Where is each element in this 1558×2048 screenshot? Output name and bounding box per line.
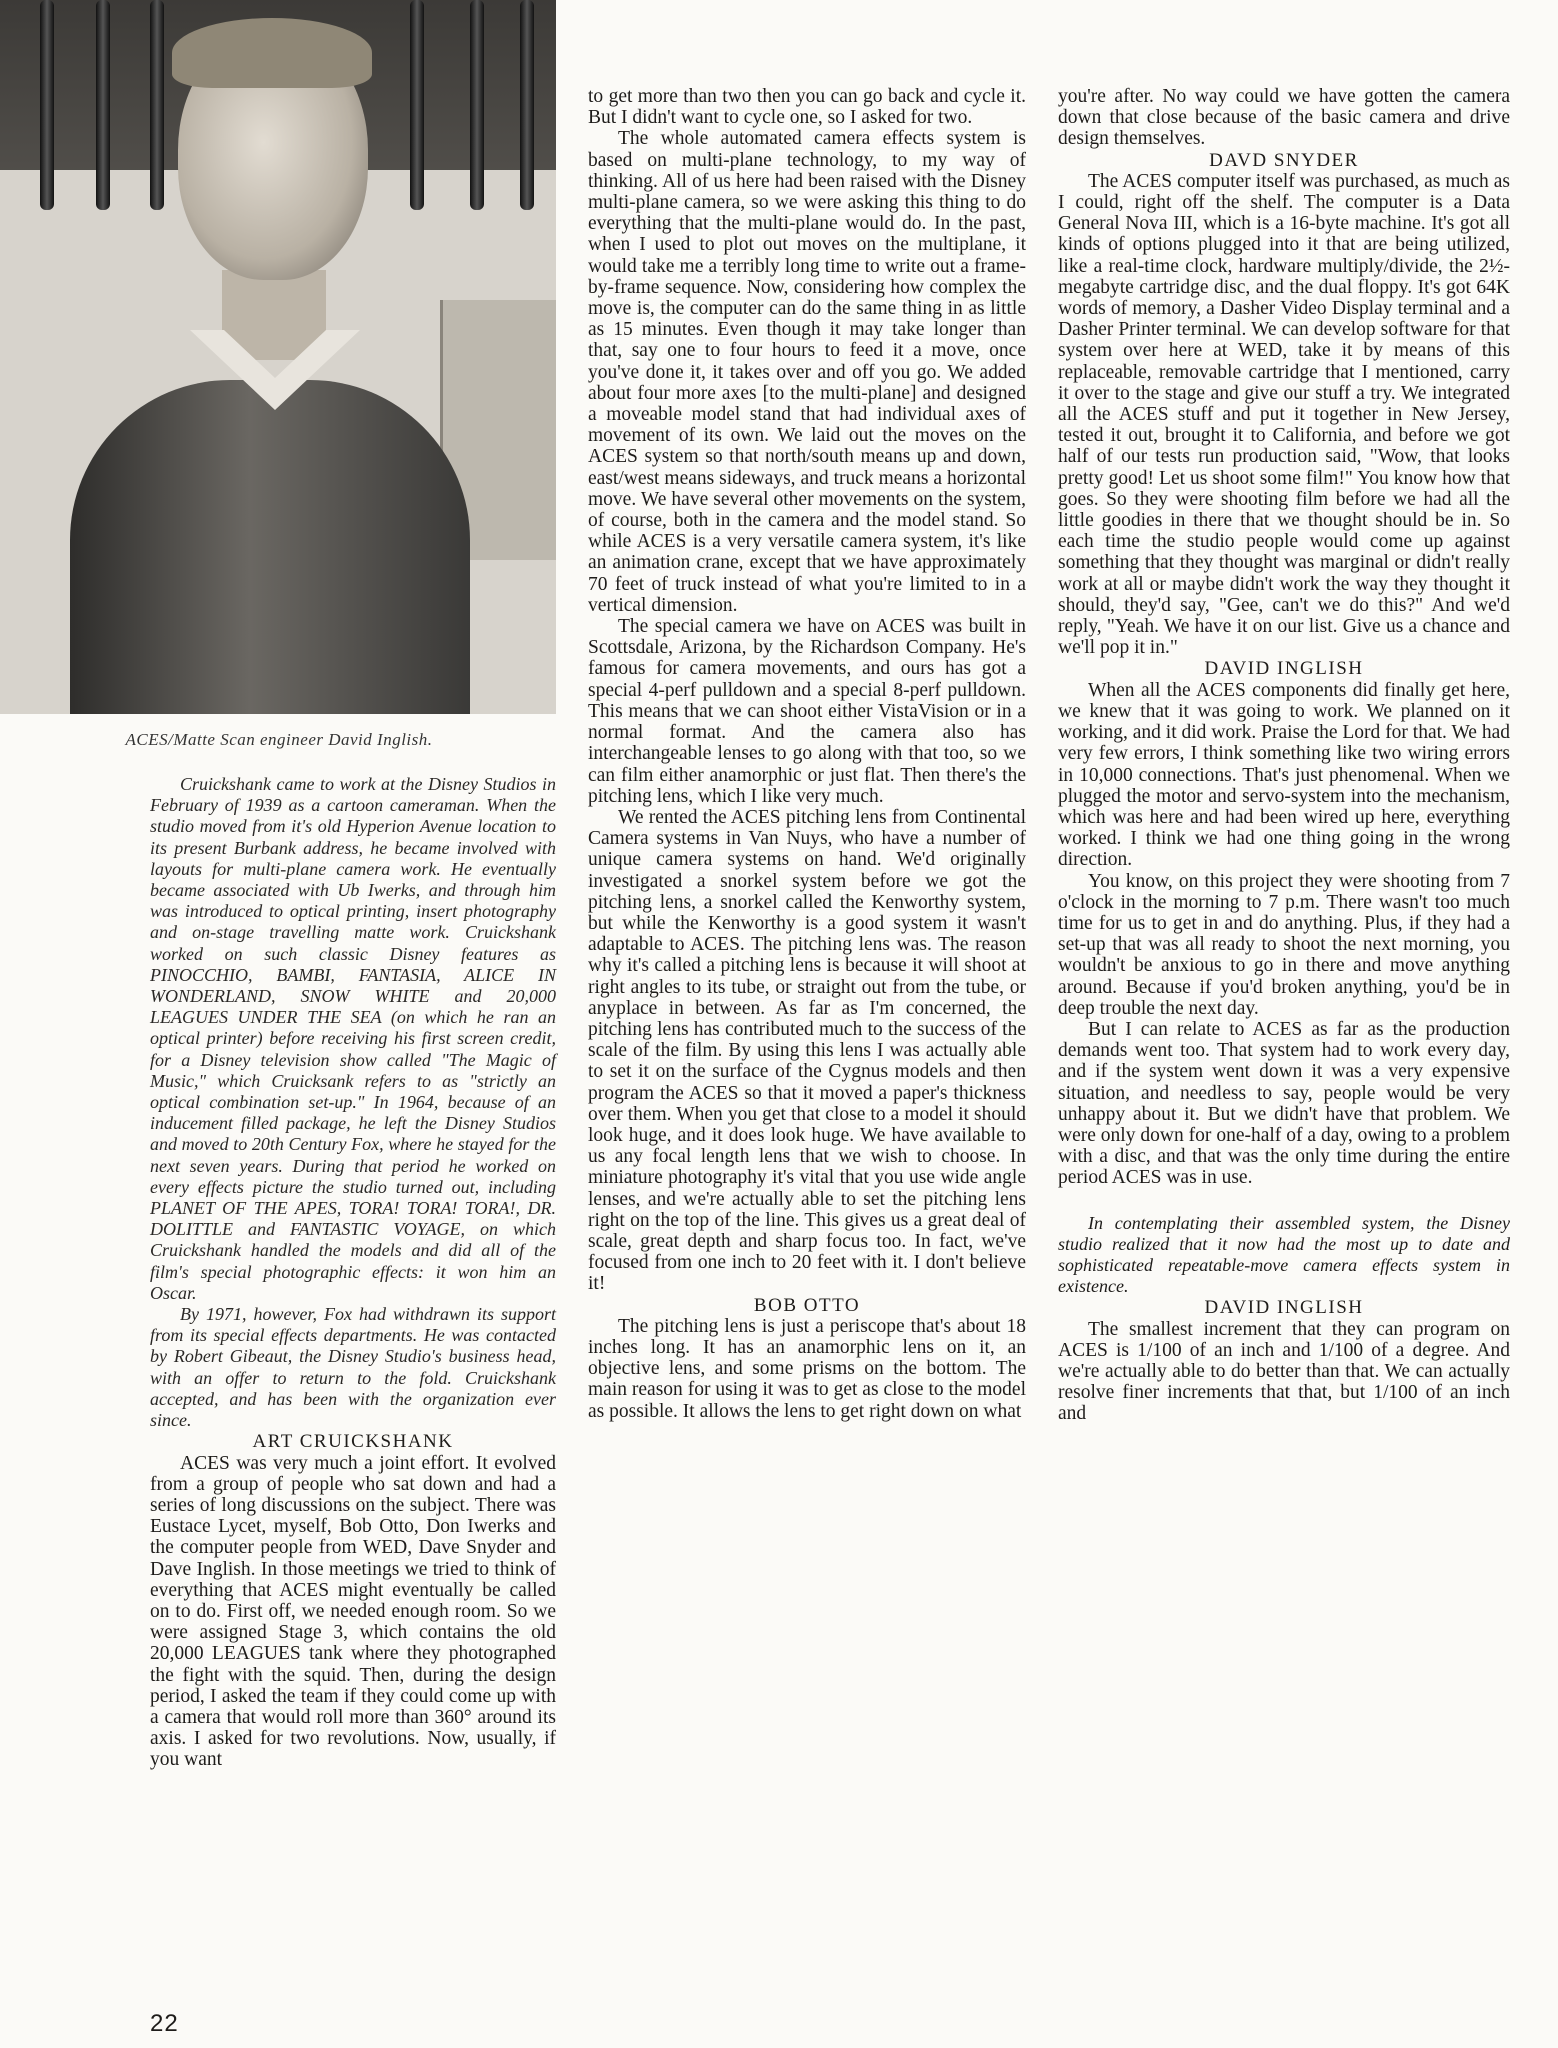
intro-paragraph: Cruickshank came to work at the Disney Studios in February of 1939 as a cartoon cameraman. When the studio moved from it's old Hyperion Avenue location to its present Burbank address, he became involved with layouts for multi-plane camera work. He eventually became associated with Ub Iwerks, and through him was introduced to optical printing, insert photography and on-stage travelling matte work. Cruickshank worked on such classic Disney features as PINOCCHIO, BAMBI, FANTASIA, ALICE IN WONDERLAND, SNOW WHITE and 20,000 LEAGUES UNDER THE SEA (on which he ran an optical printer) before receiving his first screen credit, for a Disney television show called "The Magic of Music," which Cruicksank refers to as "strictly an optical combination set-up." In 1964, because of an inducement filled package, he left the Disney Studios and moved to 20th Century Fox, where he stayed for the next seven years. During that period he worked on every effects picture the studio turned out, including PLANET OF THE APES, TORA! TORA! TORA!, DR. DOLITTLE and FANTASTIC VOYAGE, on which Cruickshank handled the models and did all of the film's special photographic effects: it won him an Oscar. <box>150 774 556 1303</box>
photo-cable <box>40 0 54 210</box>
photo-cable <box>410 0 424 210</box>
body-paragraph: But I can relate to ACES as far as the production demands went too. That system had to work every day, and if the system went down it was a very expensive situation, and needless to say, people would be very unhappy about it. But we didn't have that problem. We were only down for one-half of a day, owing to a problem with a disc, and that was the only time during the entire period ACES was in use. <box>1058 1018 1510 1189</box>
photo-cable <box>150 0 164 210</box>
column-2 <box>588 86 1026 1422</box>
body-paragraph: you're after. No way could we have gotten the camera down that close because of the basic camera and drive design themselves. <box>1058 86 1510 150</box>
section-heading: DAVD SNYDER <box>1209 149 1359 171</box>
photo-cable <box>520 0 534 210</box>
photo-caption: ACES/Matte Scan engineer David Inglish. <box>125 730 433 749</box>
body-paragraph: You know, on this project they were shooting from 7 o'clock in the morning to 7 p.m. There wasn't too much time for us to get in and do anything. Plus, if they had a set-up that was all ready to shoot the next morning, you wouldn't be anxious to go in there and move anything around. Because if you'd broken anything, you'd be in deep trouble the next day. <box>1058 870 1510 1019</box>
body-paragraph: The pitching lens is just a periscope that's about 18 inches long. It has an anamorphic lens on it, an objective lens, and some prisms on the bottom. The main reason for using it was to get as close to the model as possible. It allows the lens to get right down on what <box>588 1315 1026 1422</box>
body-paragraph: to get more than two then you can go back and cycle it. But I didn't want to cycle one, so I asked for two. <box>588 86 1026 129</box>
body-paragraph: We rented the ACES pitching lens from Continental Camera systems in Van Nuys, who have a number of unique camera systems on hand. We'd originally investigated a snorkel system before we got the pitching lens, a snorkel called the Kenworthy system, but while the Kenworthy is a good system it wasn't adaptable to ACES. The pitching lens was. The reason why it's called a pitching lens is because it will shoot at right angles to its tube, or straight out from the tube, or anyplace in between. As far as I'm concerned, the pitching lens has contributed much to the success of the scale of the film. By using this lens I was actually able to set it on the surface of the Cygnus models and then program the ACES so that it moved a paper's thickness over them. When you get that close to a model it should look huge, and it does look huge. We have available to us any focal length lens that we wish to choose. In miniature photography it's vital that you use wide angle lenses, and we're actually able to set the pitching lens right on the top of the line. This gives us a great deal of scale, great depth and sharp focus too. In fact, we've focused from one inch to 20 feet with it. I don't believe it! <box>588 806 1026 1295</box>
column-3 <box>1058 86 1510 1425</box>
body-paragraph: ACES was very much a joint effort. It evolved from a group of people who sat down and had a series of long discussions on the subject. There was Eustace Lycet, myself, Bob Otto, Don Iwerks and the computer people from WED, Dave Snyder and Dave Inglish. In those meetings we tried to think of everything that ACES might eventually be called on to do. First off, we needed enough room. So we were assigned Stage 3, which contains the old 20,000 LEAGUES tank where they photographed the fight with the squid. Then, during the design period, I asked the team if they could come up with a camera that would roll more than 360° around its axis. I asked for two revolutions. Now, usually, if you want <box>150 1452 556 1771</box>
body-paragraph: When all the ACES components did finally get here, we knew that it was going to work. We planned on it working, and it did work. Praise the Lord for that. We had very few errors, I think something like two wiring errors in 10,000 connections. That's just phenomenal. When we plugged the motor and servo-system into the mechanism, which was here and had been wired up here, everything worked. I think we had one thing going in the wrong direction. <box>1058 679 1510 871</box>
italic-note: In contemplating their assembled system, the Disney studio realized that it now had the most up to date and sophisticated repeatable-move camera effects system in existence. <box>1058 1212 1510 1297</box>
photo-david-inglish <box>0 0 556 714</box>
body-paragraph: The ACES computer itself was purchased, as much as I could, right off the shelf. The computer is a Data General Nova III, which is a 16-byte machine. It's got all kinds of options plugged into it that are being utilized, like a real-time clock, hardware multiply/divide, the 2½-megabyte cartridge disc, and the dual floppy. It's got 64K words of memory, a Dasher Video Display terminal and a Dasher Printer terminal. We can develop software for that system over here at WED, take it by means of this replaceable, removable cartridge that I mentioned, carry it over to the stage and give our stuff a try. We integrated all the ACES stuff and put it together in New Jersey, tested it out, brought it to California, and before we got half of our tests run production said, "Wow, that looks pretty good! Let us shoot some film!" You know how that goes. So they were shooting film before we had all the little goodies in there that we thought should be in. So each time the studio people would come up against something that they thought was marginal or didn't really work at all or maybe didn't work the way they thought it should, they'd say, "Gee, can't we do this?" And we'd reply, "Yeah. We have it on our list. Give us a chance and we'll pop it in." <box>1058 170 1510 659</box>
photo-cable <box>96 0 110 210</box>
page-number: 22 <box>150 2010 179 2037</box>
section-heading: ART CRUICKSHANK <box>252 1431 454 1453</box>
photo-cable <box>470 0 484 210</box>
body-paragraph: The whole automated camera effects system is based on multi-plane technology, to my way of thinking. All of us here had been raised with the Disney multi-plane camera, so we were asking this thing to do everything that the multi-plane would do. In the past, when I used to plot out moves on the multiplane, it would take me a terribly long time to write out a frame-by-frame sequence. Now, considering how complex the move is, the computer can do the same thing in as little as 15 minutes. Even though it may take longer than that, say one to four hours to feed it a move, once you've done it, it takes over and off you go. We added about four more axes [to the multi-plane] and designed a moveable model stand that had individual axes of movement of its own. We laid out the moves on the ACES system so that north/south means up and down, east/west means sideways, and truck means a horizontal move. We have several other movements on the system, of course, both in the camera and the model stand. So while ACES is a very versatile camera system, it's like an animation crane, except that we have approximately 70 feet of truck instead of what you're limited to in a vertical dimension. <box>588 128 1026 616</box>
photo-shirt <box>70 380 470 714</box>
body-paragraph: The smallest increment that they can program on ACES is 1/100 of an inch and 1/100 of a degree. And we're actually able to do better than that. We can actually resolve finer increments that that, but 1/100 of an inch and <box>1058 1318 1510 1425</box>
section-heading: BOB OTTO <box>753 1294 861 1316</box>
section-heading: DAVID INGLISH <box>1204 658 1364 680</box>
intro-paragraph: By 1971, however, Fox had withdrawn its support from its special effects departments. He was contacted by Robert Gibeaut, the Disney Studio's business head, with an offer to return to the fold. Cruickshank accepted, and has been with the organization ever since. <box>150 1304 556 1431</box>
section-heading: DAVID INGLISH <box>1204 1297 1364 1319</box>
photo-hair <box>172 18 372 88</box>
column-1 <box>150 774 556 1771</box>
body-paragraph: The special camera we have on ACES was built in Scottsdale, Arizona, by the Richardson Company. He's famous for camera movements, and ours has got a special 4-perf pulldown and a special 8-perf pulldown. This means that we can shoot either VistaVision or in a normal format. And the camera also has interchangeable lenses to go along with that too, so we can film either anamorphic or just flat. Then there's the pitching lens, which I like very much. <box>588 616 1026 807</box>
